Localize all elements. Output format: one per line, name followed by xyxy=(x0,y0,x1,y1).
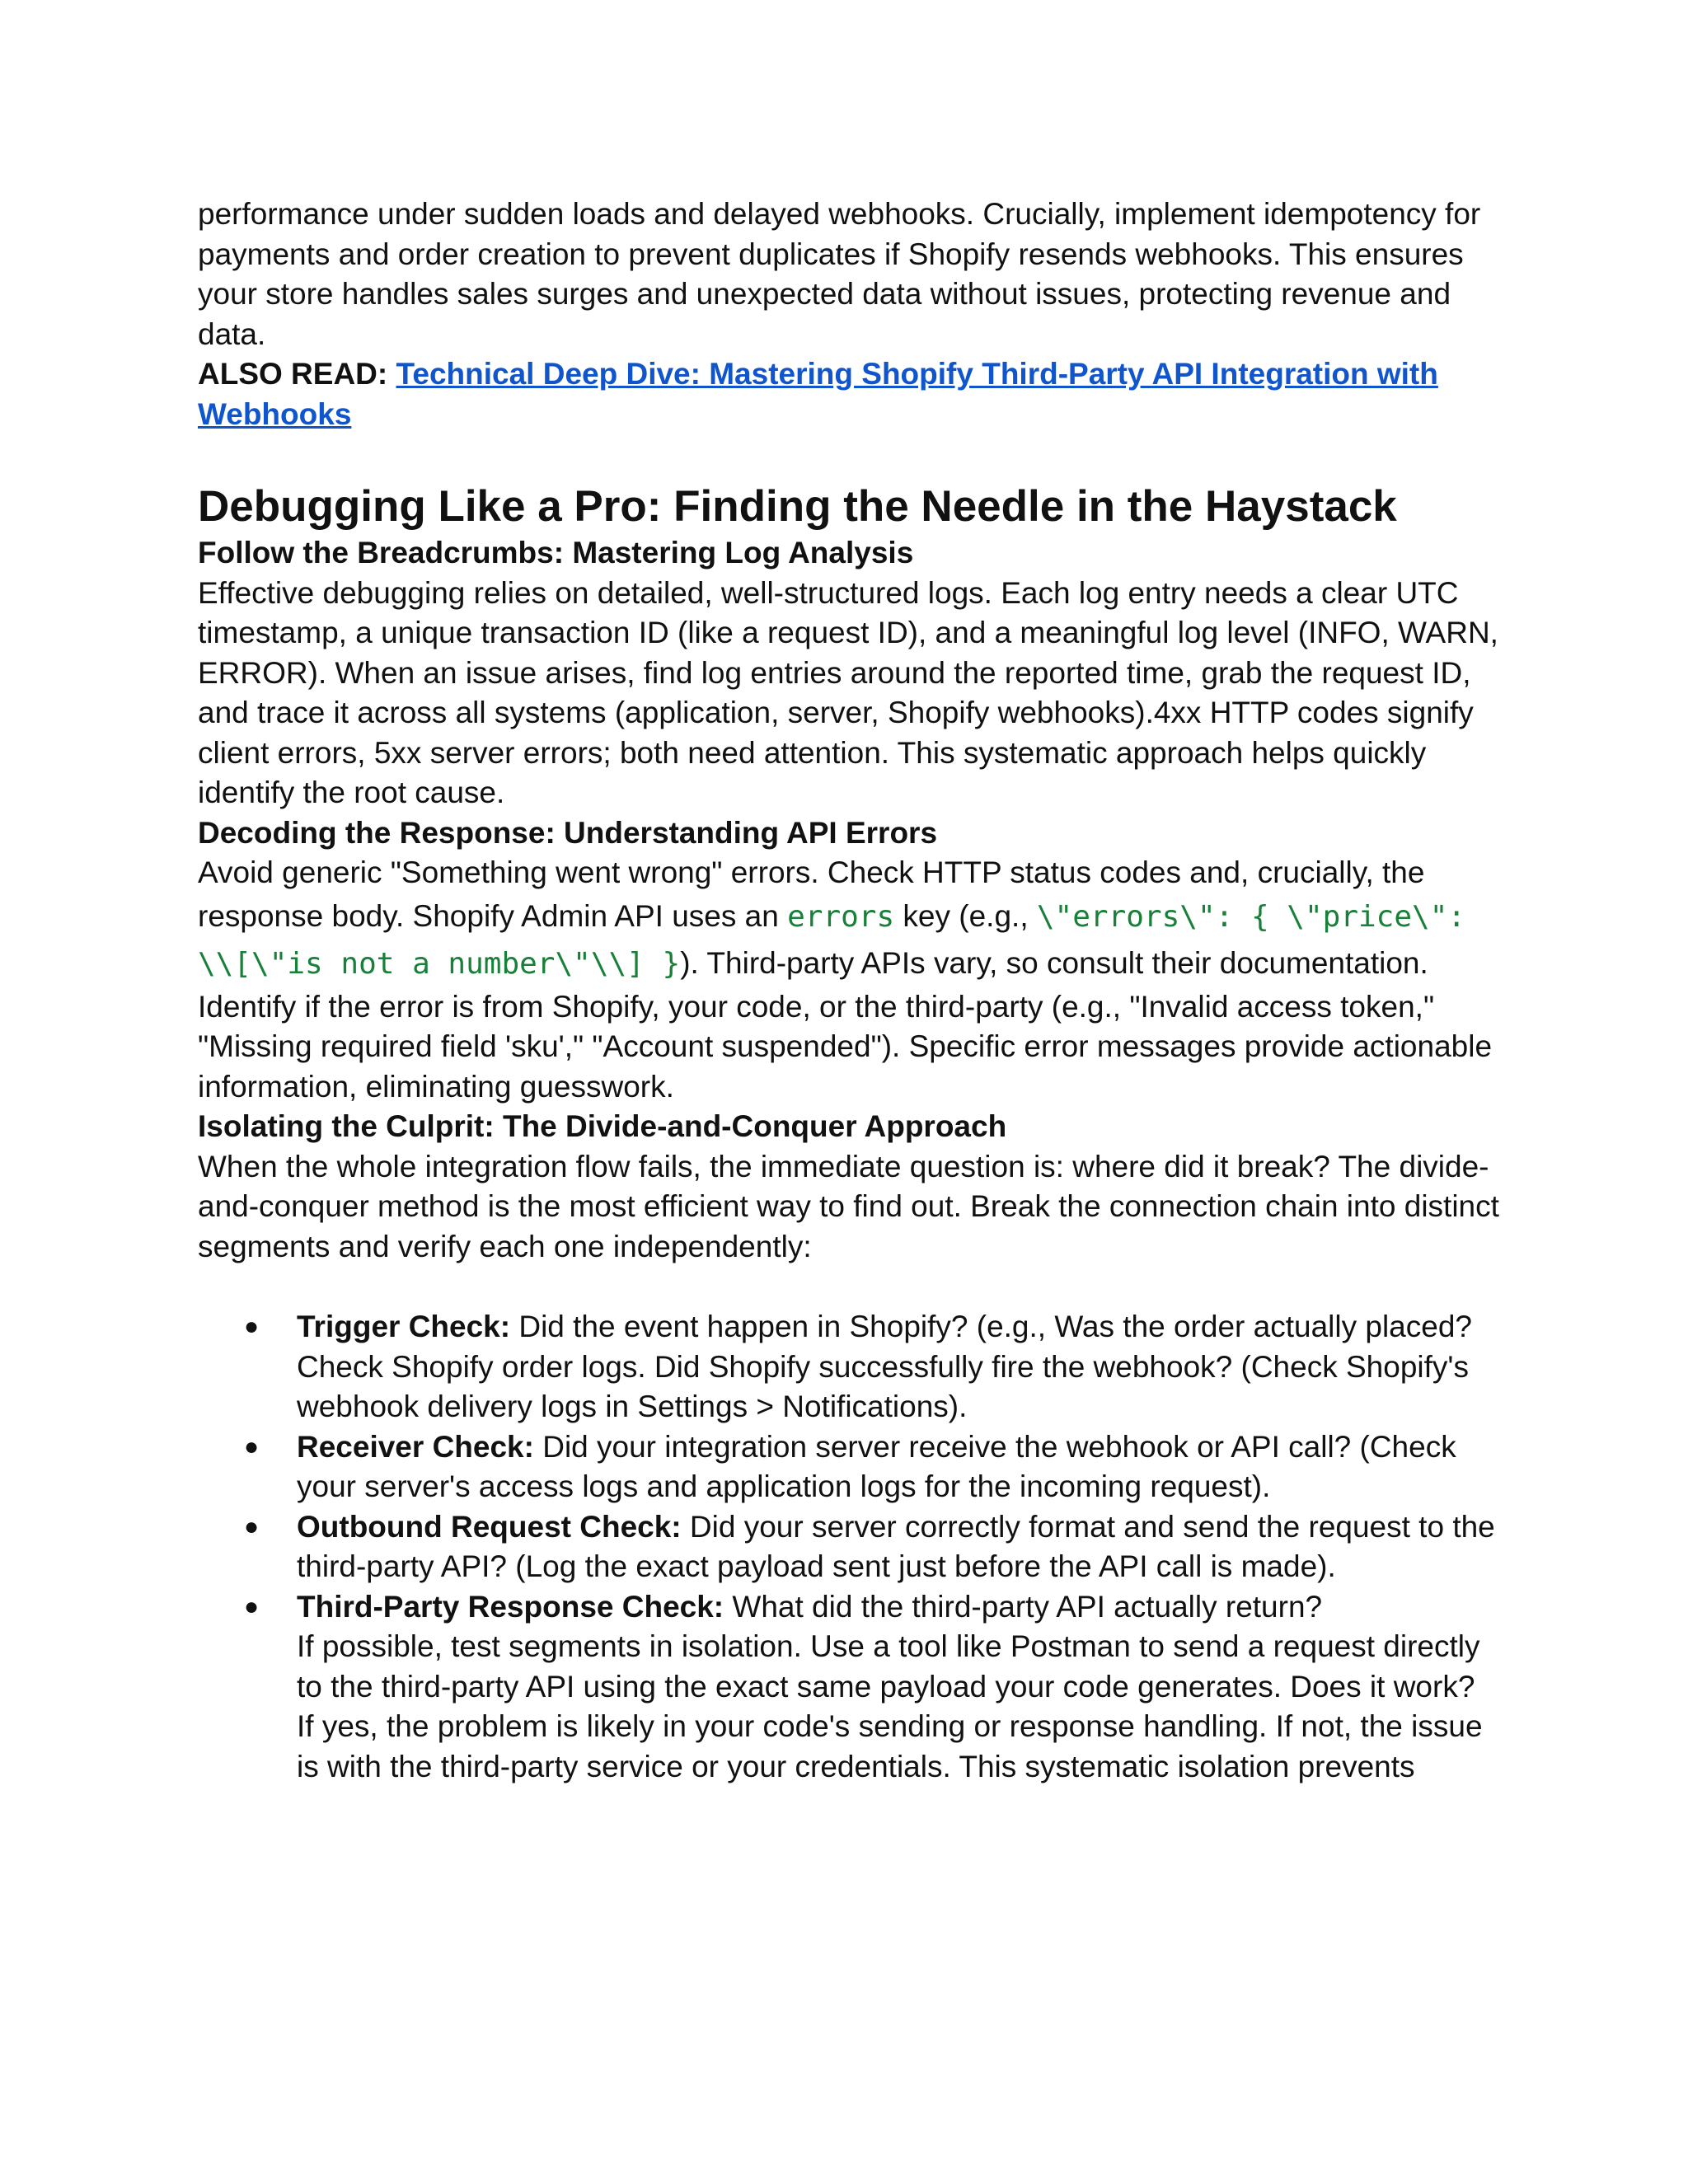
check-text: Did your integration server receive the webhook or API call? (Check your server's access logs and application logs for the incoming request). xyxy=(297,1429,1456,1503)
list-item-trigger-check xyxy=(198,1307,1500,1427)
intro-paragraph: performance under sudden loads and delayed webhooks. Crucially, implement idempotency for payments and order creation to prevent duplicates if Shopify resends webhooks. This ensures your store handles sales surges and unexpected data without issues, protecting revenue and data. xyxy=(198,197,1481,351)
bullet-icon: ● xyxy=(244,1432,260,1460)
culprit-heading: Isolating the Culprit: The Divide-and-Conquer Approach xyxy=(198,1109,1007,1143)
check-text: Did the event happen in Shopify? (e.g., Was the order actually placed? Check Shopify order logs. Did Shopify successfully fire the webhook? (Check Shopify's webhook delivery logs in Settings > Notifications). xyxy=(297,1310,1472,1423)
also-read xyxy=(198,354,1500,434)
check-label: Third-Party Response Check: xyxy=(297,1589,724,1624)
bullet-icon: ● xyxy=(244,1313,260,1340)
api-errors-line1: Avoid generic "Something went wrong" errors. Check HTTP status codes and, crucially, the xyxy=(198,855,1425,889)
api-errors-heading: Decoding the Response: Understanding API Errors xyxy=(198,815,938,850)
check-text: What did the third-party API actually return? xyxy=(724,1589,1323,1624)
code-example-part2: \\[\"is not a number\"\\] } xyxy=(198,946,681,981)
check-label: Outbound Request Check: xyxy=(297,1509,682,1544)
api-errors-line3-b: ). Third-party APIs vary, so consult their documentation. xyxy=(680,945,1428,980)
log-analysis-heading: Follow the Breadcrumbs: Mastering Log Analysis xyxy=(198,536,914,569)
culprit-body: When the whole integration flow fails, the immediate question is: where did it break? The divide-and-conquer method is the most efficient way to find out. Break the connection chain into distinct segments and verify each one independently: xyxy=(198,1149,1499,1263)
code-errors-key: errors xyxy=(787,899,895,934)
api-errors-body xyxy=(198,853,1500,1107)
list-item-third-party-check xyxy=(198,1587,1500,1788)
list-item-outbound-check xyxy=(198,1507,1500,1587)
check-label: Receiver Check: xyxy=(297,1429,534,1464)
check-followup-text: If possible, test segments in isolation. Use a tool like Postman to send a request directly to the third-party API using the exact same payload your code generates. Does it work? If yes, the problem is likely in your code's sending or response handling. If not, the issue is with the third-party service or your credentials. This systematic isolation prevents xyxy=(297,1629,1483,1783)
bullet-icon: ● xyxy=(244,1512,260,1540)
also-read-label: ALSO READ: xyxy=(198,357,388,391)
document-page xyxy=(198,194,1500,1787)
bullet-icon: ● xyxy=(244,1592,260,1620)
code-example-part1: \"errors\": { \"price\": xyxy=(1036,899,1466,934)
check-text: Did your server correctly format and send the request to the third-party API? (Log the exact payload sent just before the API call is made). xyxy=(297,1509,1495,1583)
log-analysis-body: Effective debugging relies on detailed, well-structured logs. Each log entry needs a clear UTC timestamp, a unique transaction ID (like a request ID), and a meaningful log level (INFO, WARN, ERROR). When an issue arises, find log entries around the reported time, grab the request ID, and trace it across all systems (application, server, Shopify webhooks).4xx HTTP codes signify client errors, 5xx server errors; both need attention. This systematic approach helps quickly identify the root cause. xyxy=(198,575,1498,809)
section-title: Debugging Like a Pro: Finding the Needle in the Haystack xyxy=(198,482,1397,531)
check-label: Trigger Check: xyxy=(297,1310,511,1343)
api-errors-line2-b: key (e.g., xyxy=(894,898,1037,933)
also-read-link[interactable]: Technical Deep Dive: Mastering Shopify Third-Party API Integration with Webhooks xyxy=(198,357,1438,431)
api-errors-line2-a: response body. Shopify Admin API uses an xyxy=(198,898,788,933)
checks-list xyxy=(198,1307,1500,1787)
list-item-receiver-check xyxy=(198,1427,1500,1507)
api-errors-rest: Identify if the error is from Shopify, your code, or the third-party (e.g., "Invalid access token," "Missing required field 'sku'," "Account suspended"). Specific error messages provide actionable information, eliminating guesswork. xyxy=(198,989,1493,1104)
